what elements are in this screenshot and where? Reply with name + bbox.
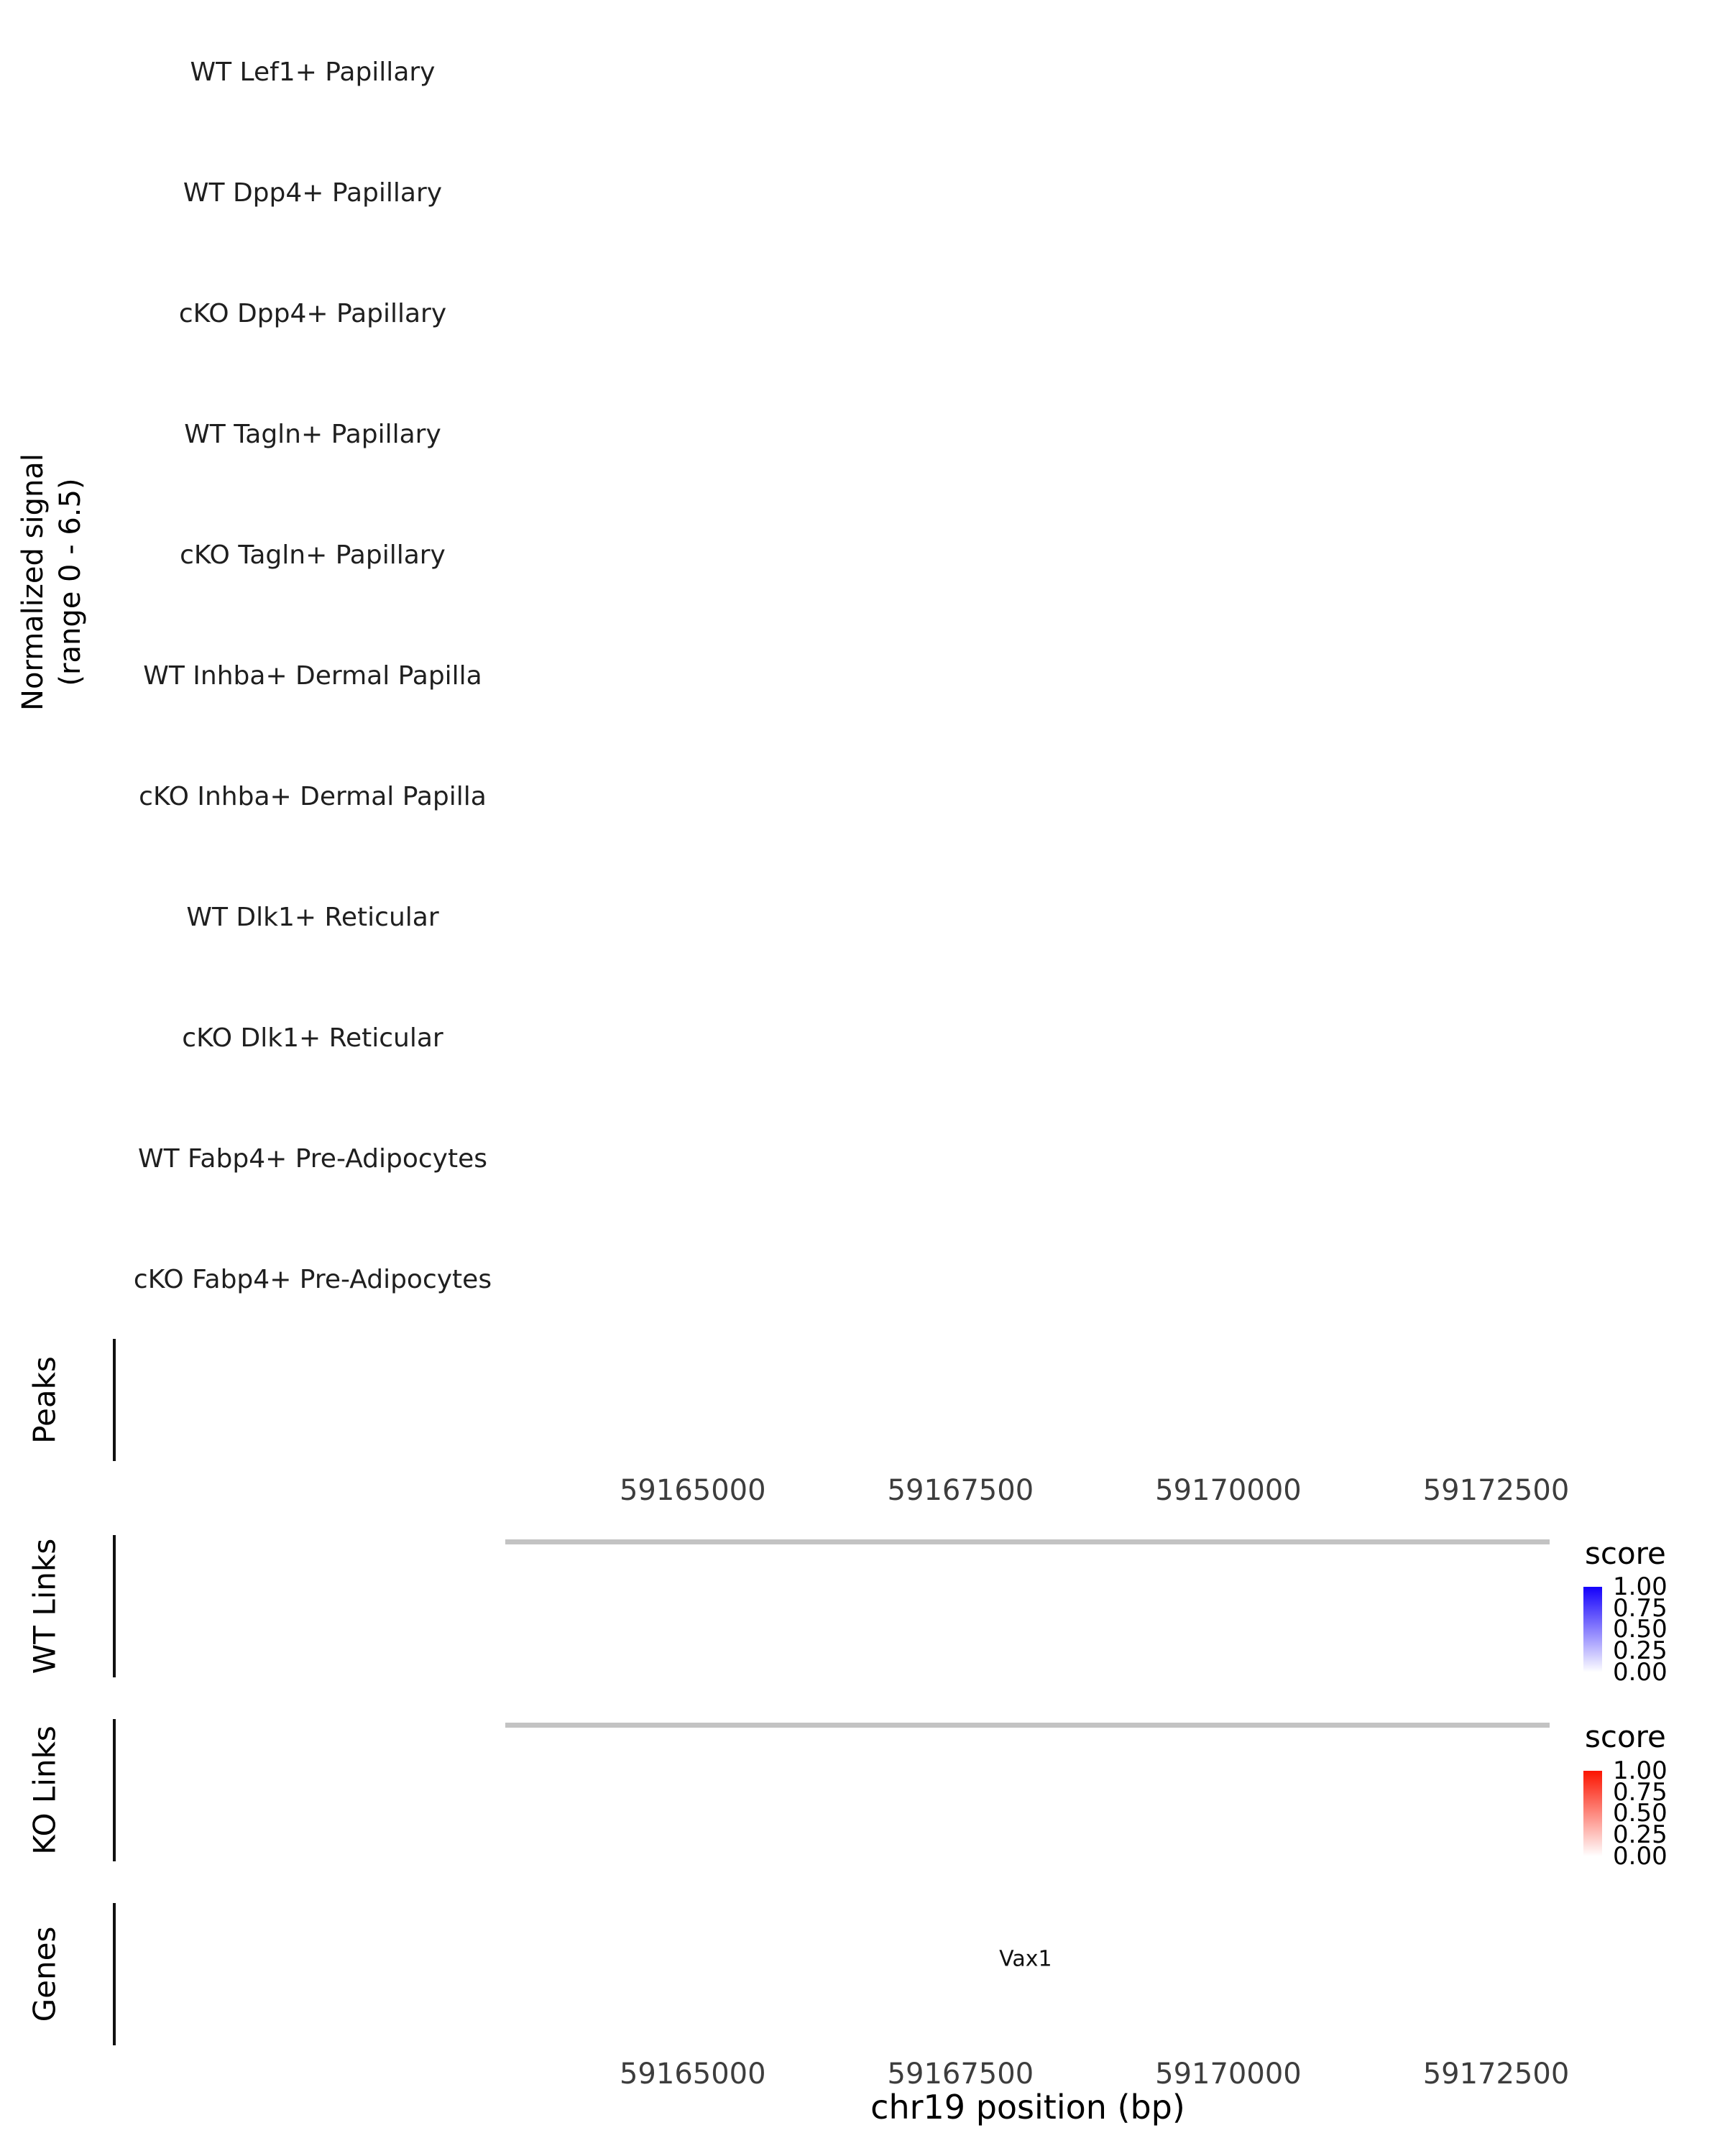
legend-title: score <box>1585 1536 1666 1571</box>
track-label: cKO Fabp4+ Pre-Adipocytes <box>133 1265 492 1294</box>
links-baseline <box>505 1723 1550 1728</box>
legend-tick-label: 1.00 <box>1613 1572 1668 1601</box>
peaks-axis-line <box>113 1339 116 1461</box>
y-axis-label-line2: (range 0 - 6.5) <box>54 478 87 686</box>
legend-title: score <box>1585 1719 1666 1754</box>
x-tick-label: 59170000 <box>1155 1474 1302 1507</box>
score-legend <box>1574 1536 1718 1687</box>
x-tick-label: 59172500 <box>1422 2058 1570 2091</box>
coverage-track-row <box>0 385 1725 506</box>
track-label: WT Lef1+ Papillary <box>190 57 436 87</box>
x-axis-title: chr19 position (bp) <box>870 2088 1185 2127</box>
genes-axis-line <box>113 1903 116 2045</box>
coverage-track-row <box>0 1230 1725 1351</box>
legend-tick-label: 0.25 <box>1613 1636 1668 1666</box>
track-label: WT Dpp4+ Papillary <box>183 178 443 208</box>
x-tick-label: 59167500 <box>887 2058 1034 2091</box>
x-tick-label: 59165000 <box>619 2058 766 2091</box>
x-tick-label: 59167500 <box>887 1474 1034 1507</box>
gene-name-label: Vax1 <box>999 1946 1052 1972</box>
y-axis-label-line1: Normalized signal <box>17 453 50 711</box>
legend-tick-label: 0.75 <box>1613 1777 1668 1807</box>
x-tick-label: 59170000 <box>1155 2058 1302 2091</box>
coverage-track-row <box>0 506 1725 627</box>
x-tick-label: 59172500 <box>1422 1474 1570 1507</box>
legend-tick-label: 0.50 <box>1613 1799 1668 1828</box>
coverage-track-row <box>0 1110 1725 1230</box>
coverage-track-row <box>0 627 1725 747</box>
track-label: WT Inhba+ Dermal Papilla <box>143 661 482 691</box>
track-label: WT Fabp4+ Pre-Adipocytes <box>138 1144 487 1174</box>
legend-tick-label: 0.75 <box>1613 1593 1668 1623</box>
legend-tick-label: 0.50 <box>1613 1615 1668 1644</box>
genome-browser-figure: Normalized signal (range 0 - 6.5) WT Lef1+ Papillary WT Dpp4+ Papillary cKO Dpp4+ Papillary WT Tagln+ Papillary cKO Tagln+ Papillary WT Inhba+ Dermal Papilla cKO Inhba+ Dermal Papilla WT Dlk1+ Reticular cKO Dlk1+ Reticular WT Fabp4+ Pre-Adipocytes cKO Fabp4+ Pre-Adipocytes 59165000 59167500 59170000 59172500 score 1.00 0.75 0.50 0.25 0.00 score 1.00 0.75 0.50 0.25 0.00 Vax1 59165000 59167500 59170000 59172500 chr19 position (bp) Peaks WT Links KO Links Genes <box>0 0 1725 2156</box>
track-label: WT Tagln+ Papillary <box>184 420 441 449</box>
track-label: cKO Tagln+ Papillary <box>180 540 446 570</box>
ko-links-axis-line <box>113 1719 116 1861</box>
legend-tick-label: 1.00 <box>1613 1756 1668 1785</box>
coverage-track-row <box>0 747 1725 868</box>
legend-tick-label: 0.25 <box>1613 1820 1668 1850</box>
coverage-track-row <box>0 23 1725 144</box>
legend-tick-label: 0.00 <box>1613 1841 1668 1871</box>
track-label: cKO Inhba+ Dermal Papilla <box>139 782 487 811</box>
coverage-track-row <box>0 868 1725 989</box>
links-baseline <box>505 1539 1550 1544</box>
legend-gradient-bar <box>1583 1587 1602 1672</box>
wt-links-axis-line <box>113 1535 116 1677</box>
legend-tick-label: 0.00 <box>1613 1657 1668 1687</box>
track-label: WT Dlk1+ Reticular <box>186 903 439 932</box>
track-label: cKO Dpp4+ Papillary <box>178 299 447 328</box>
coverage-track-row <box>0 989 1725 1110</box>
score-legend <box>1574 1719 1718 1870</box>
track-label: cKO Dlk1+ Reticular <box>182 1023 443 1053</box>
legend-gradient-bar <box>1583 1771 1602 1856</box>
coverage-track-row <box>0 144 1725 264</box>
coverage-track-row <box>0 264 1725 385</box>
x-tick-label: 59165000 <box>619 1474 766 1507</box>
